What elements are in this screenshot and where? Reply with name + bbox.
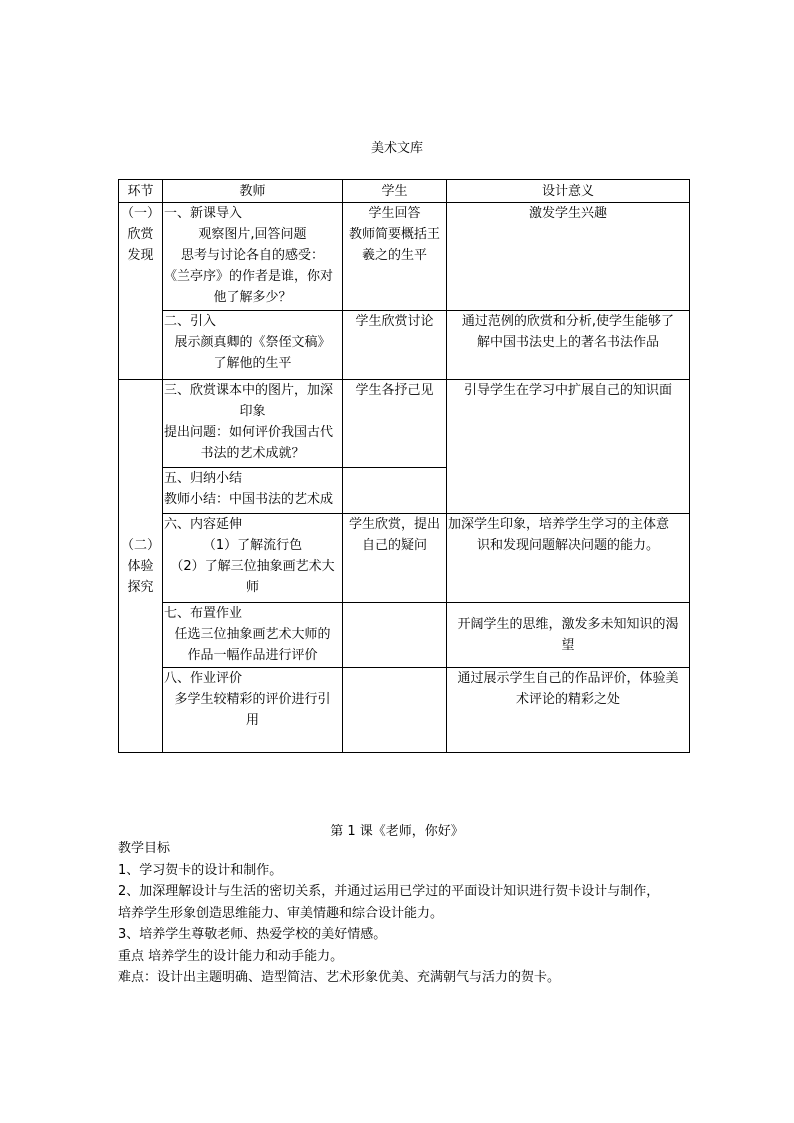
document-title: 美术文库 (370, 141, 423, 156)
goals-heading: 教学目标 (118, 841, 171, 856)
teaching-goals (118, 838, 698, 989)
difficulty-point: 难点：设计出主题明确、造型简洁、艺术形象优美、充满朝气与活力的贺卡。 (118, 970, 561, 985)
teacher-cell: 一、新课导入 观察图片,回答问题 思考与讨论各自的感受： 《兰亭序》的作者是谁，你对 他了解多少？ (163, 203, 343, 311)
student-cell: 学生各抒己见 (343, 380, 447, 468)
design-cell: 通过范例的欣赏和分析,使学生能够了 解中国书法史上的著名书法作品 (447, 311, 690, 380)
teacher-cell: 六、内容延伸 （1）了解流行色 （2）了解三位抽象画艺术大 师 (163, 514, 343, 603)
student-cell-empty (343, 668, 447, 753)
table-row (119, 311, 690, 380)
design-cell: 激发学生兴趣 (447, 203, 690, 311)
header-design: 设计意义 (447, 180, 690, 203)
table-row (119, 203, 690, 311)
student-cell-empty (343, 468, 447, 514)
header-student: 学生 (343, 180, 447, 203)
design-cell: 加深学生印象，培养学生学习的主体意 识和发现问题解决问题的能力。 (447, 514, 690, 603)
lesson-title: 第 1 课《老师，你好》 (330, 824, 464, 839)
student-cell: 学生欣赏，提出 自己的疑问 (343, 514, 447, 603)
header-stage: 环节 (119, 180, 163, 203)
design-cell: 引导学生在学习中扩展自己的知识面 (447, 380, 690, 514)
key-point: 重点 培养学生的设计能力和动手能力。 (118, 948, 344, 964)
student-cell: 学生欣赏讨论 (343, 311, 447, 380)
student-cell: 学生回答 教师简要概括王 羲之的生平 (343, 203, 447, 311)
stage-cell-2: （二） 体验 探究 (119, 380, 163, 753)
teacher-cell: 二、引入 展示颜真卿的《祭侄文稿》 了解他的生平 (163, 311, 343, 380)
goal-line: 1、学习贺卡的设计和制作。 (118, 862, 283, 878)
teacher-cell: 八、作业评价 多学生较精彩的评价进行引 用 (163, 668, 343, 753)
goal-line: 3、培养学生尊敬老师、热爱学校的美好情感。 (118, 927, 387, 942)
teacher-cell: 三、欣赏课本中的图片，加深 印象 提出问题：如何评价我国古代 书法的艺术成就？ (163, 380, 343, 468)
table-row (119, 603, 690, 668)
student-cell-empty (343, 603, 447, 668)
stage-cell-1: （一） 欣赏 发现 (119, 203, 163, 380)
table-row (119, 380, 690, 468)
teacher-cell: 七、布置作业 任选三位抽象画艺术大师的 作品一幅作品进行评价 (163, 603, 343, 668)
goal-line: 培养学生形象创造思维能力、审美情趣和综合设计能力。 (118, 905, 444, 921)
goal-line: 2、加深理解设计与生活的密切关系，并通过运用已学过的平面设计知识进行贺卡设计与制作， (118, 884, 660, 899)
design-cell: 开阔学生的思维，激发多未知知识的渴 望 (447, 603, 690, 668)
header-teacher: 教师 (163, 180, 343, 203)
table-row (119, 668, 690, 753)
design-cell: 通过展示学生自己的作品评价，体验美 术评论的精彩之处 (447, 668, 690, 753)
table-header-row (119, 180, 690, 203)
teacher-cell: 五、归纳小结 教师小结：中国书法的艺术成 (163, 468, 343, 514)
table-row (119, 514, 690, 603)
lesson-plan-table (118, 179, 690, 753)
